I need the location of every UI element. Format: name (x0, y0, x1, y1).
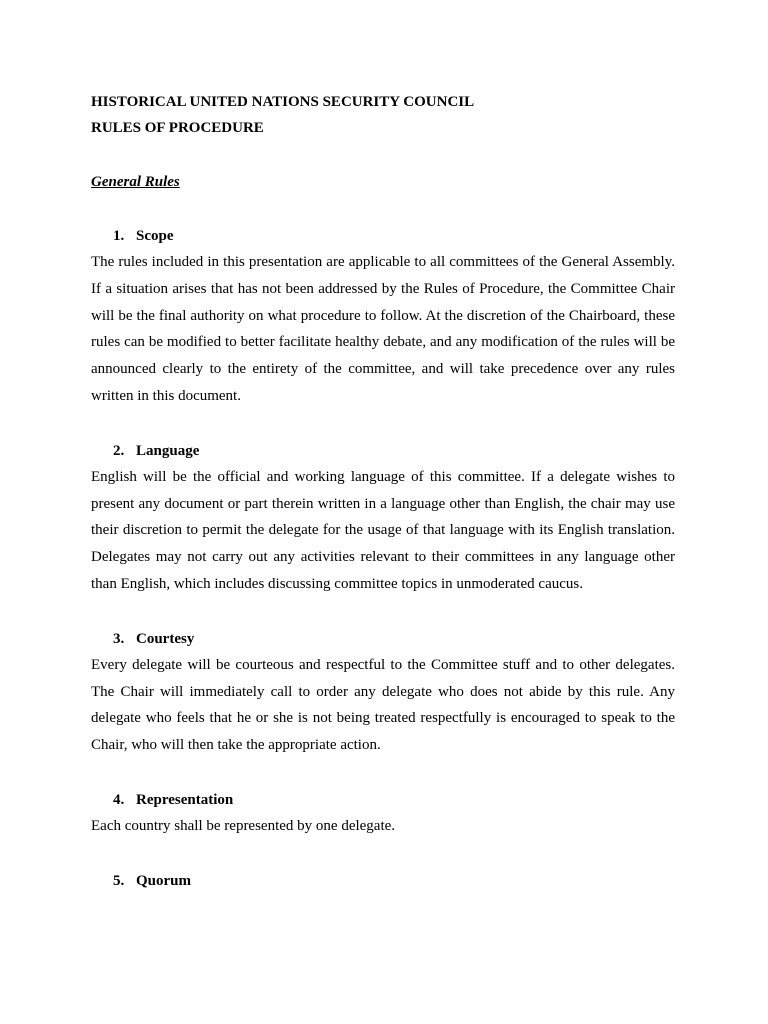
rule-language (91, 438, 675, 598)
rule-title: Language (136, 442, 200, 459)
rule-title: Courtesy (136, 630, 195, 647)
rule-representation (91, 787, 675, 840)
rule-heading (91, 626, 675, 652)
rule-number: 3. (113, 630, 125, 647)
rule-title: Representation (136, 791, 234, 808)
document-title-line-2: RULES OF PROCEDURE (91, 120, 264, 136)
rule-heading (91, 787, 675, 813)
rule-heading (91, 868, 675, 894)
rule-quorum (91, 868, 675, 894)
rule-heading (91, 223, 675, 249)
rule-title: Scope (136, 228, 174, 244)
rule-body: Each country shall be represented by one delegate. (91, 817, 396, 834)
document-title-line-1: HISTORICAL UNITED NATIONS SECURITY COUNCIL (91, 94, 475, 110)
rule-body: English will be the official and working language of this committee. If a delegate wishes to present any document or part therein written in a language other than English, the chair may use their discretion to permit the delegate for the usage of that language with its English translation. Delegates may not carry out any activities relevant to their committees in any language other than English, which includes discussing committee topics in unmoderated caucus. (91, 468, 675, 592)
rule-number: 5. (113, 872, 125, 889)
rule-title: Quorum (136, 872, 192, 889)
rule-scope (91, 223, 675, 410)
rule-heading (91, 438, 675, 464)
section-heading-general-rules: General Rules (91, 174, 180, 190)
rule-number: 4. (113, 791, 125, 808)
rule-number: 1. (113, 228, 125, 244)
rule-courtesy (91, 626, 675, 759)
rule-body: The rules included in this presentation are applicable to all committees of the General Assembly. If a situation arises that has not been addressed by the Rules of Procedure, the Committee Chair will be the final authority on what procedure to follow. At the discretion of the Chairboard, these rules can be modified to better facilitate healthy debate, and any modification of the rules will be announced clearly to the entirety of the committee, and will take precedence over any rules written in this document. (91, 254, 675, 404)
document-content (91, 89, 675, 894)
rule-number: 2. (113, 442, 125, 459)
rule-body: Every delegate will be courteous and respectful to the Committee stuff and to other delegates. The Chair will immediately call to order any delegate who does not abide by this rule. Any delegate who feels that he or she is not being treated respectfully is encouraged to speak to the Chair, who will then take the appropriate action. (91, 656, 675, 754)
